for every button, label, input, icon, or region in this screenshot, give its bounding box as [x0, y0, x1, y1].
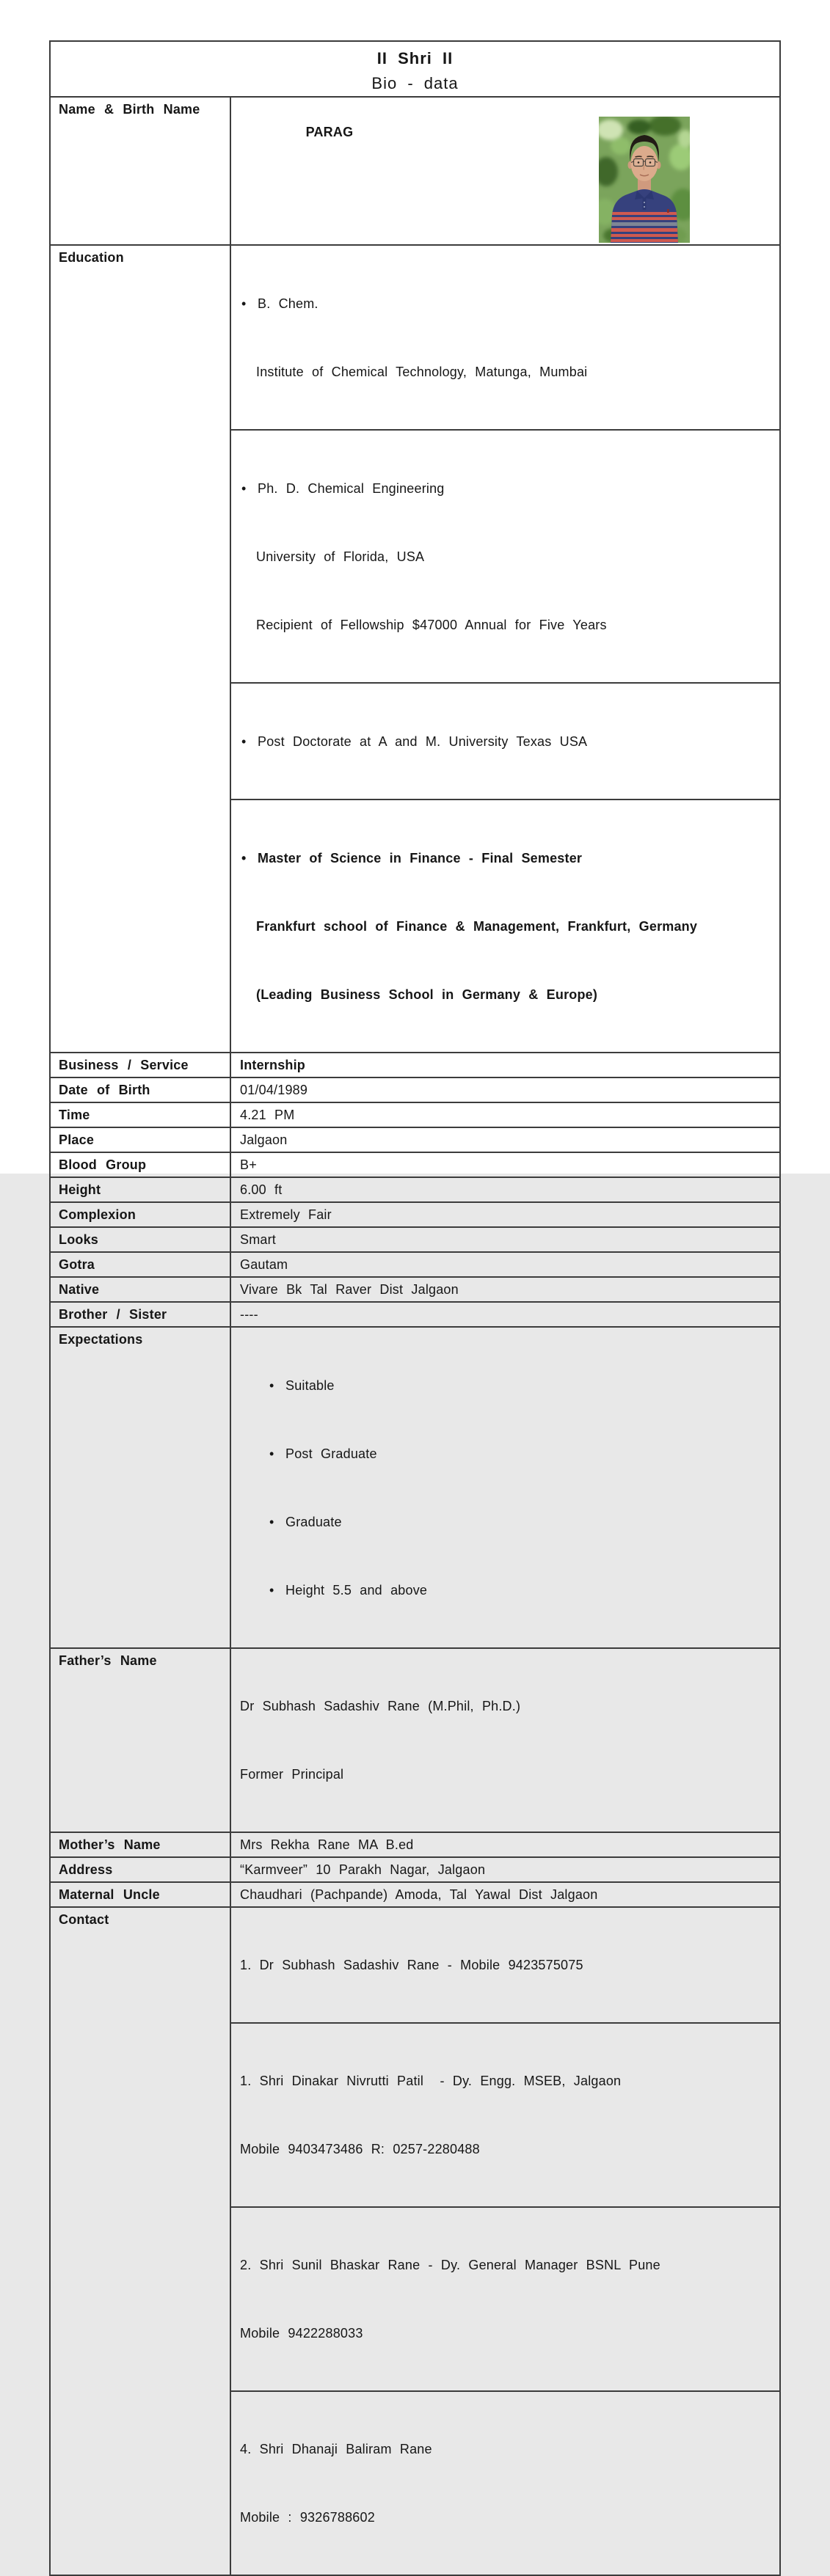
- table-row: [50, 1832, 780, 1857]
- contact-line: Mobile : 9326788602: [240, 2510, 375, 2525]
- row-value: ----: [230, 1302, 780, 1327]
- row-label: Looks: [50, 1227, 230, 1252]
- father-line: Dr Subhash Sadashiv Rane (M.Phil, Ph.D.): [240, 1699, 521, 1713]
- contact-group-2: [230, 2023, 780, 2207]
- row-label: Maternal Uncle: [50, 1882, 230, 1907]
- expectation-item: Suitable: [285, 1378, 335, 1393]
- contact-line: 1. Shri Dinakar Nivrutti Patil - Dy. Engg. MSEB, Jalgaon: [240, 2074, 622, 2088]
- table-row-contact: [50, 1907, 780, 2023]
- education-group-3: [230, 683, 780, 799]
- education-group-4: [230, 799, 780, 1053]
- row-value: Smart: [230, 1227, 780, 1252]
- row-label-name: Name & Birth Name: [50, 97, 230, 245]
- contact-line: 1. Dr Subhash Sadashiv Rane - Mobile 9423575075: [240, 1958, 583, 1972]
- table-row: [50, 1102, 780, 1127]
- row-label: Brother / Sister: [50, 1302, 230, 1327]
- bullet-icon: •: [269, 1515, 274, 1529]
- row-value: Vivare Bk Tal Raver Dist Jalgaon: [230, 1277, 780, 1302]
- table-row: [50, 1202, 780, 1227]
- table-row: [50, 1227, 780, 1252]
- bullet-icon: •: [241, 481, 247, 496]
- row-label: Time: [50, 1102, 230, 1127]
- contact-line: Mobile 9403473486 R: 0257-2280488: [240, 2142, 480, 2156]
- row-value-name: [230, 97, 780, 245]
- education-line: Ph. D. Chemical Engineering: [258, 481, 445, 496]
- table-row-expectations: [50, 1327, 780, 1648]
- table-row: [50, 1302, 780, 1327]
- row-value: 6.00 ft: [230, 1177, 780, 1202]
- portrait-photo: [599, 117, 690, 243]
- table-row: [50, 1077, 780, 1102]
- contact-group-1: [230, 1907, 780, 2023]
- table-row: [50, 1252, 780, 1277]
- education-line: Frankfurt school of Finance & Management, Frankfurt, Germany: [256, 919, 698, 934]
- expectation-item: Height 5.5 and above: [285, 1583, 428, 1598]
- bullet-icon: •: [241, 851, 247, 866]
- contact-line: 4. Shri Dhanaji Baliram Rane: [240, 2442, 432, 2456]
- table-row-education: [50, 245, 780, 430]
- shirt-emblem: [667, 209, 669, 213]
- bullet-icon: •: [269, 1446, 274, 1461]
- table-row: [50, 1277, 780, 1302]
- row-value: 01/04/1989: [230, 1077, 780, 1102]
- education-group-1: [230, 245, 780, 430]
- expectations-list: [230, 1327, 780, 1648]
- bullet-icon: •: [241, 296, 247, 311]
- education-line: Recipient of Fellowship $47000 Annual for Five Years: [256, 618, 607, 632]
- expectation-item: Post Graduate: [285, 1446, 377, 1461]
- row-label: Business / Service: [50, 1053, 230, 1077]
- contact-line: 2. Shri Sunil Bhaskar Rane - Dy. General Manager BSNL Pune: [240, 2258, 660, 2272]
- page-title: Bio - data: [371, 74, 459, 92]
- row-value: Mrs Rekha Rane MA B.ed: [230, 1832, 780, 1857]
- table-row-father: [50, 1648, 780, 1832]
- row-label-father: Father’s Name: [50, 1648, 230, 1832]
- education-line: Institute of Chemical Technology, Matunga, Mumbai: [256, 365, 588, 379]
- row-value-father: [230, 1648, 780, 1832]
- row-label: Address: [50, 1857, 230, 1882]
- row-value: B+: [230, 1152, 780, 1177]
- table-row: [50, 1152, 780, 1177]
- row-label: Height: [50, 1177, 230, 1202]
- row-label-expectations: Expectations: [50, 1327, 230, 1648]
- row-value: Extremely Fair: [230, 1202, 780, 1227]
- table-row: [50, 1882, 780, 1907]
- bullet-icon: •: [269, 1583, 274, 1598]
- table-row: [50, 1127, 780, 1152]
- row-label-education: Education: [50, 245, 230, 1053]
- table-row: [50, 1053, 780, 1077]
- contact-group-3: [230, 2207, 780, 2391]
- bullet-icon: •: [269, 1378, 274, 1393]
- row-value: “Karmveer” 10 Parakh Nagar, Jalgaon: [230, 1857, 780, 1882]
- row-value: Gautam: [230, 1252, 780, 1277]
- row-label: Place: [50, 1127, 230, 1152]
- row-label: Native: [50, 1277, 230, 1302]
- biodata-table: [49, 40, 781, 2576]
- contact-line: Mobile 9422288033: [240, 2326, 363, 2341]
- row-value: Internship: [230, 1053, 780, 1077]
- education-line: B. Chem.: [258, 296, 318, 311]
- contact-group-4: [230, 2391, 780, 2575]
- education-line: (Leading Business School in Germany & Europe): [256, 987, 598, 1002]
- row-label: Complexion: [50, 1202, 230, 1227]
- table-row: [50, 1857, 780, 1882]
- document-header: [50, 41, 780, 97]
- expectation-item: Graduate: [285, 1515, 342, 1529]
- education-line: Post Doctorate at A and M. University Texas USA: [258, 734, 588, 749]
- education-group-2: [230, 430, 780, 683]
- table-row: [50, 1177, 780, 1202]
- bullet-icon: •: [241, 734, 247, 749]
- row-label: Gotra: [50, 1252, 230, 1277]
- row-value: Jalgaon: [230, 1127, 780, 1152]
- row-label-contact: Contact: [50, 1907, 230, 2575]
- table-row-name: [50, 97, 780, 245]
- row-label: Mother’s Name: [50, 1832, 230, 1857]
- father-line: Former Principal: [240, 1767, 344, 1782]
- name-value: PARAG: [305, 125, 354, 139]
- education-line: University of Florida, USA: [256, 549, 425, 564]
- invocation-text: II Shri II: [376, 49, 454, 67]
- header-row: [50, 41, 780, 97]
- row-value: Chaudhari (Pachpande) Amoda, Tal Yawal Dist Jalgaon: [230, 1882, 780, 1907]
- education-line: Master of Science in Finance - Final Semester: [258, 851, 583, 866]
- row-label: Date of Birth: [50, 1077, 230, 1102]
- row-label: Blood Group: [50, 1152, 230, 1177]
- row-value: 4.21 PM: [230, 1102, 780, 1127]
